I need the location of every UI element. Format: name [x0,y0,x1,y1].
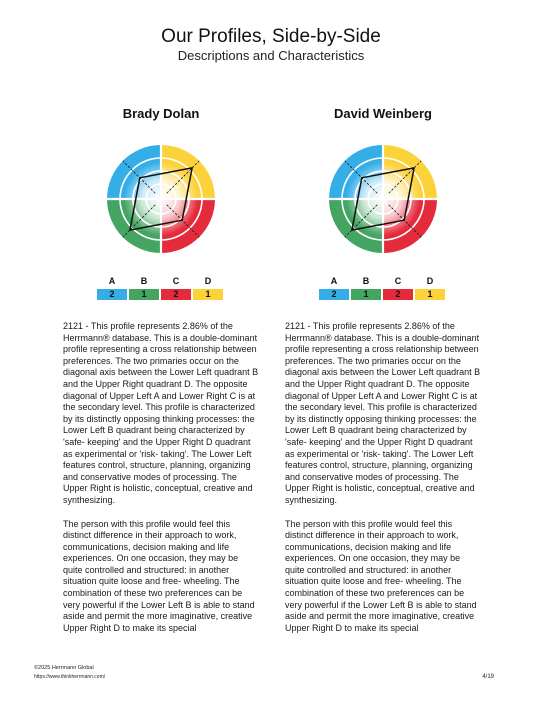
footer-url: https://www.thinkherrmann.com/ [34,674,106,680]
quadrant-letter-d: D [426,276,434,286]
quadrant-score-table [97,276,223,300]
quadrant-score-table [319,276,445,300]
page-subtitle: Descriptions and Characteristics [177,48,365,63]
description-paragraph: 2121 - This profile represents 2.86% of the Herrmann® database. This is a double-dominant profile representing a cross relationship between preferences. The two primaries occur on the diagonal axis between the Lower Left quadrant B and the Upper Right quadrant D. The opposite diagonal of Upper Left A and Lower Right C is at the secondary level. This profile is characterized by its distinctly opposing thinking processes: the Lower Left B quadrant being characterized by 'safe- keeping' and the Upper Right D quadrant as experimental or 'risk- taking'. The Lower Left features control, structure, planning, organizing and conservative modes of processing. The Upper Right is holistic, conceptual, creative and synthesizing. [285,321,481,505]
profile-name: David Weinberg [333,106,432,121]
description-paragraph: 2121 - This profile represents 2.86% of the Herrmann® database. This is a double-dominant profile representing a cross relationship between preferences. The two primaries occur on the diagonal axis between the Lower Left quadrant B and the Upper Right quadrant D. The opposite diagonal of Upper Left A and Lower Right C is at the secondary level. This profile is characterized by its distinctly opposing thinking processes: the Lower Left B quadrant being characterized by 'safe- keeping' and the Upper Right D quadrant as experimental or 'risk- taking'. The Lower Left features control, structure, planning, organizing and conservative modes of processing. The Upper Right is holistic, conceptual, creative and synthesizing. [63,321,259,505]
chart-canvas [105,143,217,255]
profile-column-left [61,0,261,705]
description-paragraph: The person with this profile would feel this distinct difference in their approach to work, communications, decision making and life experiences. On one occasion, they may be quite controlled and structured: in another situation quite loose and free- wheeling. The combination of these two preferences can be very powerful if the Lower Left B is able to stand aside and permit the more imaginative, creative Upper Right D to make its special [63,518,255,633]
quadrant-letter-d: D [204,276,212,286]
quadrant-score-c: 2 [161,289,191,300]
quadrant-score-d: 1 [193,289,223,300]
whole-brain-chart [327,143,439,255]
quadrant-score-c: 2 [383,289,413,300]
quadrant-letter-c: C [394,276,402,286]
whole-brain-chart [105,143,217,255]
profile-column-right [283,0,483,705]
quadrant-score-d: 1 [415,289,445,300]
quadrant-score-a: 2 [319,289,349,300]
description-paragraph: The person with this profile would feel this distinct difference in their approach to work, communications, decision making and life experiences. On one occasion, they may be quite controlled and structured: in another situation quite loose and free- wheeling. The combination of these two preferences can be very powerful if the Lower Left B is able to stand aside and permit the more imaginative, creative Upper Right D to make its special [285,518,477,633]
page-number: 4/19 [482,674,494,680]
profile-name: Brady Dolan [122,106,200,121]
quadrant-letter-b: B [362,276,370,286]
quadrant-letter-a: A [108,276,116,286]
chart-canvas [327,143,439,255]
quadrant-score-b: 1 [129,289,159,300]
footer-copyright: ©2025 Herrmann Global [34,665,94,671]
quadrant-letter-b: B [140,276,148,286]
profile-description [63,321,259,646]
quadrant-score-a: 2 [97,289,127,300]
quadrant-score-b: 1 [351,289,381,300]
quadrant-letter-a: A [330,276,338,286]
profile-description [285,321,481,646]
quadrant-letter-c: C [172,276,180,286]
page-title: Our Profiles, Side-by-Side [161,26,381,47]
